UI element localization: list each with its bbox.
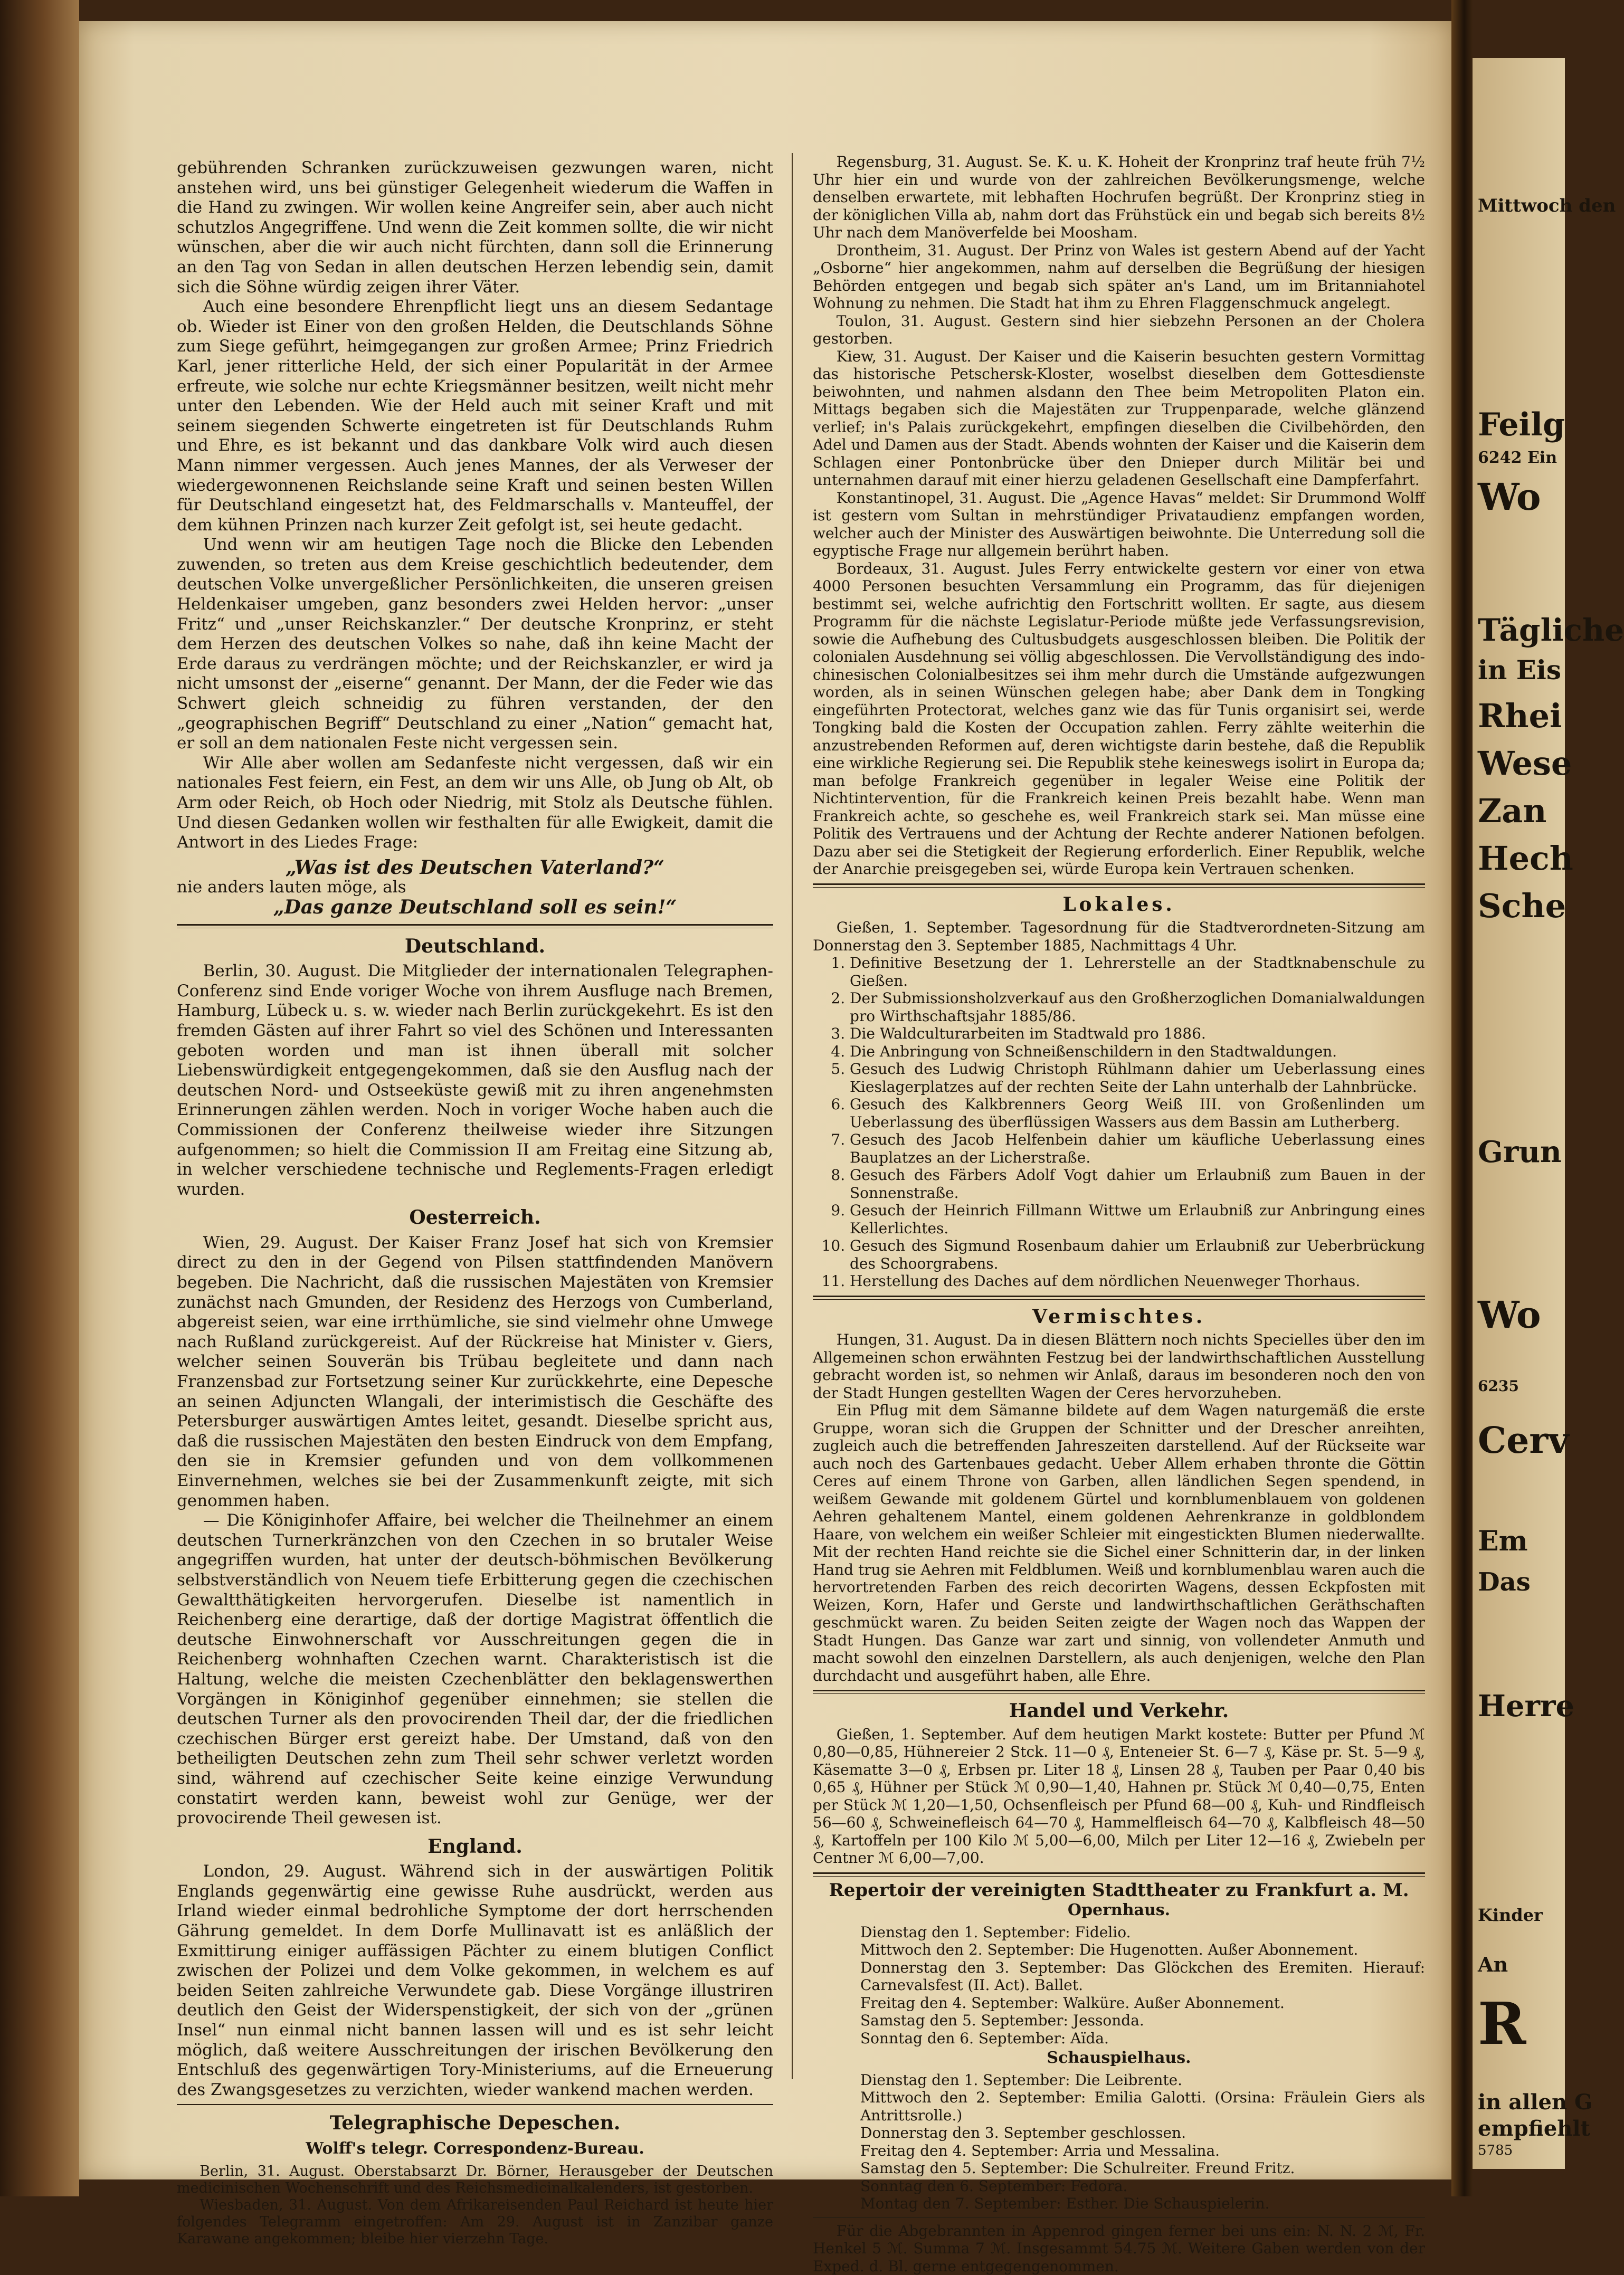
sedan-paragraph-2: Auch eine besondere Ehrenpflicht liegt uns an diesem Sedantage ob. Wieder ist Einer von den großen Helden, die Deutschlands Söhne zum Siege geführt, heimgegangen zur großen Armee; Prinz Friedrich Karl, jener ritterliche Held, der sich einer Popularität in der Armee erfreute, wie solche nur echte Kriegsmänner besitzen, weilt nicht mehr unter den Lebenden. Wie der Held auch mit seiner Kraft und mit seinem siegenden Schwerte eingetreten ist für Deutschlands Ruhm und Ehre, es ist bekannt und das dankbare Volk wird auch diesen Mann nimmer vergessen. Auch jenes Mannes, der als Verweser der wiedergewonnenen Reichslande seine Kraft und seinen besten Willen für Deutschland eingesetzt hat, des Feldmarschalls v. Manteuffel, der dem kühnen Prinzen nach kurzer Zeit gefolgt ist, sei heute gedacht. — [177, 297, 773, 535]
fragment-text: 5785 — [1478, 2143, 1513, 2158]
section-divider — [813, 2217, 1425, 2218]
telegram-drontheim: Drontheim, 31. August. Der Prinz von Wales ist gestern Abend auf der Yacht „Osborne“ hier angekommen, nahm auf derselben die Begrüßung der hiesigen Behörden entgegen und begab sich später an's Land, um im Britanniahotel Wohnung zu nehmen. Die Stadt hat ihm zu Ehren Flaggenschmuck angelegt. — [813, 242, 1425, 312]
theater-program-item: Sonntag den 6. September: Fedora. — [813, 2177, 1425, 2195]
heading-telegraphische-depeschen: Telegraphische Depeschen. — [177, 2114, 773, 2134]
fragment-text: Grun — [1478, 1135, 1562, 1169]
telegram-kiew: Kiew, 31. August. Der Kaiser und die Kaiserin besuchten gestern Vormittag das historische Petschersk-Kloster, woselbst dieselben dem Gottesdienste beiwohnten, und nahmen alsdann den Thee beim Metropoliten Platon ein. Mittags begaben sich die Majestäten zur Truppenparade, welche glänzend verlief; in's Palais zurückgekehrt, empfingen dieselben die Civilbehörden, den Adel und Damen aus der Stadt. Abends wohnten der Kaiser und die Kaiserin dem Schlagen einer Pontonbrücke über den Dnieper durch Militär bei und unternahmen darauf mit einer hierzu geladenen Gesellschaft eine Dampferfahrt. — [813, 348, 1425, 489]
telegram-wiesbaden: Wiesbaden, 31. August. Von dem Afrikareisenden Paul Reichard ist heute hier folgendes Telegramm eingetroffen: Am 29. August ist in Zanzibar ganze Karawane angekommen; bleibe hier vierzehn Tage. — [177, 2197, 773, 2248]
article-wien: Wien, 29. August. Der Kaiser Franz Josef hat sich von Kremsier direct zu den in der Gegend von Pilsen stattfindenden Manövern begeben. Die Nachricht, daß die russischen Majestäten von Kremsier zunächst nach Gmunden, der Residenz des Herzogs von Cumberland, abgereist seien, war eine irrthümliche, sie sind vielmehr ohne Umwege nach Rußland zurückgereist. Auf der Rückreise hat Minister v. Giers, welcher seinen Souverän bis Trübau begleitete und dann nach Franzensbad zur Fortsetzung seiner Kur zurückkehrte, eine Depesche an seinen Adjuncten Wlangali, der interimistisch die Geschäfte des Petersburger auswärtigen Amtes leitet, gesandt. Dieselbe spricht aus, daß die russischen Majestäten den besten Eindruck von dem Empfang, den sie in Kremsier gefunden und von dem vollkommenen Einvernehmen, welches sie bei der Zusammenkunft zeigte, mit sich genommen haben. — [177, 1233, 773, 1511]
article-koeniginhof: — Die Königinhofer Affaire, bei welcher die Theilnehmer an einem deutschen Turnerkränzchen von den Czechen in so brutaler Weise angegriffen wurden, hat unter der deutsch-böhmischen Bevölkerung selbstverständlich von Neuem tiefe Erbitterung gegen die czechischen Gewaltthätigkeiten hervorgerufen. Dieselbe ist namentlich in Reichenberg eine derartige, daß der dortige Magistrat öffentlich die deutsche Einwohnerschaft vor Ausschreitungen gegen die in Reichenberg wohnhaften Czechen warnt. Charakteristisch ist die Haltung, welche die meisten Czechenblätter den beklagenswerthen Vorgängen in Königinhof gegenüber einnehmen; sie stellen die deutschen Turner als den provocirenden Theil dar, der die friedlichen czechischen Bürger erst gereizt habe. Der Umstand, daß von den betheiligten Deutschen zehn zum Theil sehr schwer verletzt worden sind, während auf czechischer Seite keine einzige Verwundung constatirt werden kann, beweist wohl zur Genüge, wer der provocirende Theil gewesen ist. — [177, 1511, 773, 1829]
section-divider — [813, 1690, 1425, 1694]
fragment-text: Wese — [1478, 744, 1572, 783]
agenda-item: 1. Definitive Besetzung der 1. Lehrerstelle an der Stadtknabenschule zu Gießen. — [850, 954, 1425, 989]
telegram-berlin: Berlin, 31. August. Oberstabsarzt Dr. Börner, Herausgeber der Deutschen medicinischen Wochenschrift und des Reichsmedicinalkalenders, ist gestorben. — [177, 2163, 773, 2197]
fragment-text: Kinder — [1478, 1905, 1543, 1925]
heading-schauspielhaus: Schauspielhaus. — [813, 2049, 1425, 2067]
heading-oesterreich: Oesterreich. — [177, 1208, 773, 1228]
fragment-text: Em — [1478, 1525, 1528, 1557]
fragment-text: Feilg — [1478, 406, 1565, 443]
agenda-item: 2. Der Submissionsholzverkauf aus den Großherzoglichen Domanialwaldungen pro Wirthschaftsjahr 1885/86. — [850, 989, 1425, 1025]
theater-program-item: Mittwoch den 2. September: Emilia Galotti. (Orsina: Fräulein Giers als Antrittsrolle.) — [813, 2089, 1425, 2124]
telegram-bordeaux: Bordeaux, 31. August. Jules Ferry entwickelte gestern vor einer von etwa 4000 Personen besuchten Versammlung ein Programm, das für diejenigen bestimmt sei, welche aufrichtig den Fortschritt wollten. Er sagte, aus diesem Programm für die nächste Legislatur-Periode müßte jede Verfassungsrevision, sowie die Aufhebung des Cultusbudgets ausgeschlossen bleiben. Die Politik der colonialen Ausdehnung sei völlig abgeschlossen. Die Vervollständigung des indo-chinesischen Colonialbesitzes sei ihm mehr durch die Umstände aufgezwungen worden, als in seinen Wünschen gelegen habe; aber Dank dem in Tongking eingeführten Protectorat, welches ganz wie das für Tunis organisirt sei, werde Tongking bald die Kosten der Occupation zahlen. Ferry zählte weiterhin die anzustrebenden Reformen auf, deren wichtigste darin bestehe, daß die Republik eine wirkliche Regierung sei. Die Republik stehe keineswegs isolirt in Europa da; man befolge Frankreich gegenüber in legaler Weise eine Politik der Nichtintervention, für die Frankreich keinen Preis bezahlt habe. Wenn man Frankreich achte, so geschehe es, weil Frankreich stark sei. Man müsse eine Politik des Vertrauens und der Achtung der Rechte anderer Nationen befolgen. Dazu aber sei die Stetigkeit der Regierung erforderlich. Einer Republik, welche der Anarchie preisgegeben sei, würde Europa kein Vertrauen schenken. — [813, 560, 1425, 878]
agenda-item: 11. Herstellung des Daches auf dem nördlichen Neuenweger Thorhaus. — [850, 1272, 1425, 1290]
fragment-text: in Eis — [1478, 654, 1561, 686]
agenda-item: 9. Gesuch der Heinrich Fillmann Wittwe um Erlaubniß zur Anbringung eines Kellerlichtes. — [850, 1202, 1425, 1237]
lokal-giessen-intro: Gießen, 1. September. Tagesordnung für die Stadtverordneten-Sitzung am Donnerstag den 3. September 1885, Nachmittags 4 Uhr. — [813, 919, 1425, 954]
right-column — [813, 153, 1425, 2275]
book-spine — [0, 0, 79, 2196]
quote-vaterland: „Was ist des Deutschen Vaterland?“ — [177, 858, 773, 878]
fragment-text: 6242 Ein — [1478, 449, 1557, 467]
heading-deutschland: Deutschland. — [177, 937, 773, 957]
column-divider — [792, 153, 793, 2079]
fragment-text: empfiehlt — [1478, 2116, 1590, 2141]
quote-ganze-deutschland: „Das ganze Deutschland soll es sein!“ — [177, 898, 773, 918]
fragment-text: Wo — [1478, 1293, 1541, 1337]
fragment-text: Tägliche — [1478, 612, 1624, 648]
fragment-text: R — [1478, 1990, 1526, 2058]
opera-program-item: Sonntag den 6. September: Aïda. — [813, 2030, 1425, 2048]
fragment-text: Wo — [1478, 475, 1541, 519]
market-prices: Gießen, 1. September. Auf dem heutigen Markt kostete: Butter per Pfund ℳ 0,80—0,85, Hühnereier 2 Stck. 11—0 ₰, Enteneier St. 6—7 ₰, Käse pr. St. 5—9 ₰, Käsematte 3—0 ₰, Erbsen pr. Liter 18 ₰, Linsen 28 ₰, Tauben per Paar 0,40 bis 0,65 ₰, Hühner per Stück ℳ 0,90—1,40, Hahnen pr. Stück ℳ 0,40—0,75, Enten per Stück ℳ 1,20—1,50, Ochsenfleisch per Pfund 68—00 ₰, Kuh- und Rindfleisch 56—60 ₰, Schweinefleisch 64—70 ₰, Hammelfleisch 64—70 ₰, Kalbfleisch 48—50 ₰, Kartoffeln per 100 Kilo ℳ 5,00—6,00, Milch per Liter 12—16 ₰, Zwiebeln per Centner ℳ 6,00—7,00. — [813, 1726, 1425, 1867]
article-hungen-2: Ein Pflug mit dem Sämanne bildete auf dem Wagen naturgemäß die erste Gruppe, woran sich die Gruppen der Schnitter und der Drescher anreihten, zugleich auch die betreffenden Jahreszeiten darstellend. Auf der Rückseite war auch noch des Gartenbaues gedacht. Ueber Allem erhaben thronte die Göttin Ceres auf einem Throne von Garben, allen ländlichen Segen spendend, in weißem Gewande mit goldenem Gürtel und kornblumenblauem von goldenen Aehren gehaltenem Mantel, einem goldenen Aehrenkranze in goldblondem Haare, von welchem ein weißer Schleier mit eingestickten Blumen niederwallte. Mit der rechten Hand reichte sie die Sichel einer Schnitterin dar, in der linken Hand trug sie Aehren mit Feldblumen. Weiß und kornblumenblau waren auch die hervortretenden Farben des reich decorirten Wagens, dessen Eckpfosten mit Weizen, Korn, Hafer und Gerste und landwirthschaftlichen Geräthschaften geschmückt waren. Zu beiden Seiten zeigte der Wagen noch das Wappen der Stadt Hungen. Das Ganze war zart und sinnig, von vollendeter Anmuth und macht sowohl den einzelnen Darstellern, als auch denjenigen, welche den Plan durchdacht und ausgeführt haben, alle Ehre. — [813, 1402, 1425, 1684]
subheading-wolff-bureau: Wolff's telegr. Correspondenz-Bureau. — [177, 2139, 773, 2159]
section-divider — [177, 2104, 773, 2105]
telegram-regensburg: Regensburg, 31. August. Se. K. u. K. Hoheit der Kronprinz traf heute früh 7½ Uhr hier ein und wurde von der zahlreichen Bevölkerungsmenge, welche denselben erwartete, mit lebhaften Hochrufen begrüßt. Der Kronprinz stieg in der königlichen Villa ab, nahm dort das Frühstück ein und begab sich bereits 8½ Uhr nach dem Manöverfelde bei Moosham. — [813, 153, 1425, 242]
heading-opernhaus: Opernhaus. — [813, 1901, 1425, 1919]
theater-program-item: Freitag den 4. September: Arria und Messalina. — [813, 2142, 1425, 2160]
section-divider — [813, 883, 1425, 888]
fragment-text: Cerv — [1478, 1420, 1569, 1462]
heading-lokales: Lokales. — [813, 896, 1425, 914]
theater-program-item: Dienstag den 1. September: Die Leibrente. — [813, 2071, 1425, 2089]
section-divider — [177, 924, 773, 928]
book-gutter — [1451, 0, 1473, 2196]
adjacent-page-fragment — [1473, 58, 1565, 2169]
theater-program-item: Samstag den 5. September: Die Schulreiter. Freund Fritz. — [813, 2159, 1425, 2177]
agenda-item: 4. Die Anbringung von Schneißenschildern in den Stadtwaldungen. — [850, 1043, 1425, 1061]
heading-england: England. — [177, 1837, 773, 1857]
opera-program-item: Mittwoch den 2. September: Die Hugenotten. Außer Abonnement. — [813, 1941, 1425, 1959]
opera-program-item: Freitag den 4. September: Walküre. Außer Abonnement. — [813, 1994, 1425, 2012]
fragment-text: in allen G — [1478, 2090, 1592, 2115]
agenda-item: 8. Gesuch des Färbers Adolf Vogt dahier um Erlaubniß zum Bauen in der Sonnenstraße. — [850, 1166, 1425, 1202]
agenda-item: 5. Gesuch des Ludwig Christoph Rühlmann dahier um Ueberlassung eines Kieslagerplatzes auf der rechten Seite der Lahn unterhalb der Lahnbrücke. — [850, 1060, 1425, 1096]
section-divider — [813, 1296, 1425, 1300]
opera-program-item: Dienstag den 1. September: Fidelio. — [813, 1924, 1425, 1941]
theater-program-item: Montag den 7. September: Esther. Die Schauspielerin. — [813, 2195, 1425, 2213]
fragment-text: 6235 — [1478, 1377, 1519, 1395]
sedan-paragraph-1: gebührenden Schranken zurückzuweisen gezwungen waren, nicht anstehen wird, uns bei günstiger Gelegenheit wiederum die Waffen in die Hand zu zwingen. Wir wollen keine Angreifer sein, aber auch nicht schutzlos Angegriffene. Und wenn die Zeit kommen sollte, die wir nicht wünschen, aber die wir auch nicht fürchten, dann soll die Erinnerung an den Tag von Sedan in allen deutschen Herzen lebendig sein, damit sich die Söhne würdig zeigen ihrer Väter. — [177, 158, 773, 297]
fragment-text: Rhei — [1478, 697, 1562, 735]
opera-program-item: Samstag den 5. September: Jessonda. — [813, 2012, 1425, 2030]
fragment-text: An — [1478, 1953, 1508, 1976]
heading-vermischtes: Vermischtes. — [813, 1308, 1425, 1326]
agenda-item: 7. Gesuch des Jacob Helfenbein dahier um käufliche Ueberlassung eines Bauplatzes an der Licherstraße. — [850, 1131, 1425, 1166]
agenda-item: 10. Gesuch des Sigmund Rosenbaum dahier um Erlaubniß zur Ueberbrückung des Schoorgrabens. — [850, 1237, 1425, 1272]
fragment-text: Das — [1478, 1567, 1531, 1597]
sedan-paragraph-3: Und wenn wir am heutigen Tage noch die Blicke den Lebenden zuwenden, so treten aus dem Kreise geschichtlich bedeutender, dem deutschen Volke unvergeßlicher Persönlichkeiten, die unseren greisen Heldenkaiser umgeben, ganz besonders zwei Helden hervor: „unser Fritz“ und „unser Reichskanzler.“ Der deutsche Kronprinz, er steht dem Herzen des deutschen Volkes so nahe, daß ihn keine Macht der Erde daraus zu verdrängen möchte; und der Reichskanzler, er wird ja nicht umsonst der „eiserne“ genannt. Der Mann, der die Feder wie das Schwert gleich schneidig zu führen verstanden, der den „geographischen Begriff“ Deutschland zu einer „Nation“ gemacht hat, er soll an dem nationalen Feste nicht vergessen sein. — [177, 535, 773, 754]
telegram-toulon: Toulon, 31. August. Gestern sind hier siebzehn Personen an der Cholera gestorben. — [813, 312, 1425, 348]
fragment-text: Mittwoch den — [1478, 195, 1616, 216]
left-column — [177, 158, 773, 2248]
heading-handel-verkehr: Handel und Verkehr. — [813, 1702, 1425, 1720]
sedan-paragraph-4: Wir Alle aber wollen am Sedanfeste nicht vergessen, daß wir ein nationales Fest feiern, ein Fest, an dem wir uns Alle, ob Jung ob Alt, ob Arm oder Reich, ob Hoch oder Niedrig, mit Stolz als Deutsche fühlen. Und diesen Gedanken wollen wir festhalten für alle Ewigkeit, damit die Antwort in des Liedes Frage: — [177, 754, 773, 853]
article-london: London, 29. August. Während sich in der auswärtigen Politik Englands gegenwärtig eine gewisse Ruhe ausdrückt, werden aus Irland wieder einmal bedrohliche Symptome der dort herrschenden Gährung gemeldet. In dem Dorfe Mullinavatt ist es anläßlich der Exmittirung einiger auffässigen Pächter zu einem blutigen Conflict zwischen der Polizei und dem Volke gekommen, in welchem es auf beiden Seiten zahlreiche Verwundete gab. Diese Vorgänge illustriren deutlich den Geist der Widerspenstigkeit, der sich von der „grünen Insel“ nun einmal nicht bannen lassen will und es ist sehr leicht möglich, daß weitere Ausschreitungen der irischen Bevölkerung den Entschluß des gegenwärtigen Tory-Ministeriums, auf die Erneuerung des Zwangsgesetzes zu verzichten, wieder wankend machen werden. — [177, 1862, 773, 2100]
sedan-paragraph-5: nie anders lauten möge, als — [177, 878, 773, 898]
agenda-list — [813, 954, 1425, 1290]
donation-notice: Für die Abgebrannten in Appenrod gingen ferner bei uns ein: N. N. 2 ℳ, Fr. Henkel 5 ℳ. Summa 7 ℳ. Insgesammt 54.75 ℳ. Weitere Gaben werden von der Exped. d. Bl. gerne entgegengenommen. — [813, 2222, 1425, 2275]
theater-repertoire-title: Repertoir der vereinigten Stadttheater zu Frankfurt a. M. — [813, 1882, 1425, 1900]
fragment-text: Hech — [1478, 839, 1573, 878]
theater-program-item: Donnerstag den 3. September geschlossen. — [813, 2124, 1425, 2142]
article-berlin: Berlin, 30. August. Die Mitglieder der internationalen Telegraphen-Conferenz sind Ende voriger Woche von ihrem Ausfluge nach Bremen, Hamburg, Lübeck u. s. w. wieder nach Berlin zurückgekehrt. Es ist den fremden Gästen auf ihrer Fahrt so viel des Schönen und Interessanten geboten worden und man ist ihnen überall mit solcher Liebenswürdigkeit entgegengekommen, daß sie den Ausflug nach der deutschen Nord- und Ostseeküste gewiß mit zu ihren angenehmsten Erinnerungen zählen werden. Noch in voriger Woche haben auch die Commissionen der Conferenz theilweise wieder ihre Sitzungen aufgenommen; so hielt die Commission II am Freitag eine Sitzung ab, in welcher verschiedene technische und Reglements-Fragen erledigt wurden. — [177, 962, 773, 1200]
agenda-item: 3. Die Waldculturarbeiten im Stadtwald pro 1886. — [850, 1025, 1425, 1043]
section-divider — [813, 1872, 1425, 1877]
opera-program-item: Donnerstag den 3. September: Das Glöckchen des Eremiten. Hierauf: Carnevalsfest (II. Act). Ballet. — [813, 1959, 1425, 1994]
fragment-text: Zan — [1478, 792, 1547, 830]
agenda-item: 6. Gesuch des Kalkbrenners Georg Weiß III. von Großenlinden um Ueberlassung des überflüssigen Wassers aus dem Bassin am Lutherberg. — [850, 1096, 1425, 1131]
fragment-text: Herre — [1478, 1689, 1574, 1724]
article-hungen-1: Hungen, 31. August. Da in diesen Blättern noch nichts Specielles über den im Allgemeinen schon erwähnten Festzug bei der landwirthschaftlichen Ausstellung gebracht worden ist, so nehmen wir Anlaß, daraus im besonderen noch den von der Stadt Hungen gestellten Wagen der Ceres hervorzuheben. — [813, 1331, 1425, 1402]
fragment-text: Sche — [1478, 887, 1566, 925]
telegram-konstantinopel: Konstantinopel, 31. August. Die „Agence Havas“ meldet: Sir Drummond Wolff ist gestern vom Sultan in mehrstündiger Privataudienz empfangen worden, welcher auch der Minister des Auswärtigen beiwohnte. Die Unterredung soll die egyptische Frage nur allgemein berührt haben. — [813, 489, 1425, 560]
